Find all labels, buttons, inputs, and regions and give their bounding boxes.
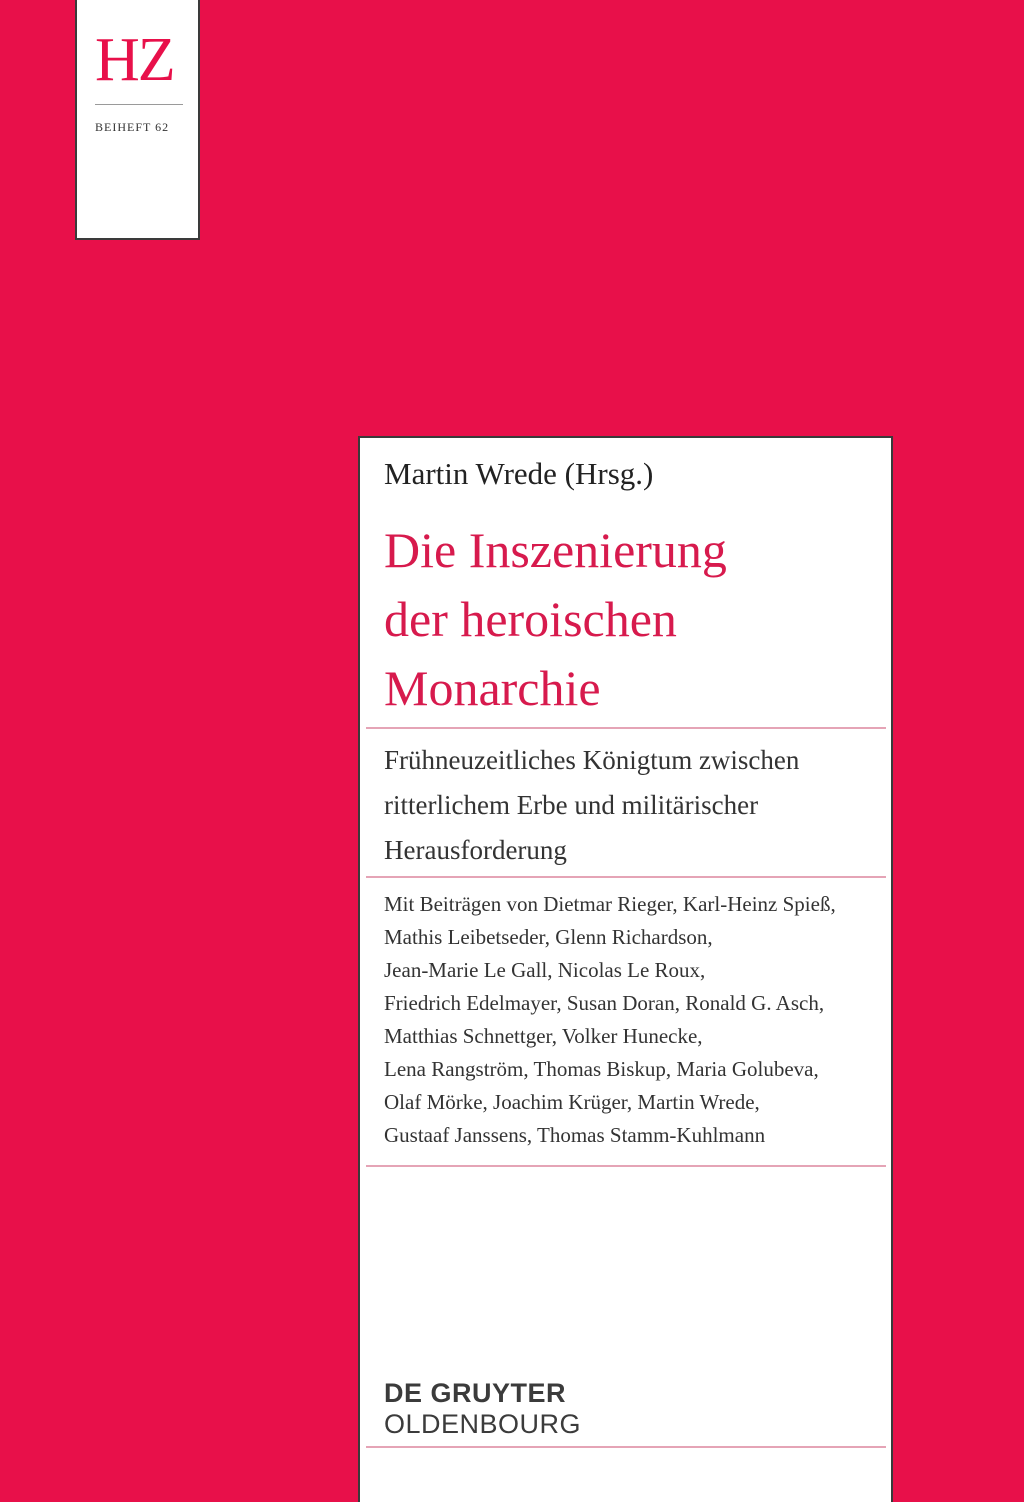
book-editor: Martin Wrede (Hrsg.)	[384, 456, 654, 491]
title-line: Die Inszenierung	[384, 522, 727, 578]
divider	[366, 876, 886, 878]
publisher-imprint: OLDENBOURG	[384, 1409, 582, 1439]
contributors-line: Mit Beiträgen von Dietmar Rieger, Karl-Heinz Spieß,	[384, 892, 836, 916]
title-line: der heroischen	[384, 591, 677, 647]
publisher-name: DE GRUYTER	[384, 1378, 567, 1408]
publisher-logo	[384, 1378, 581, 1440]
divider	[366, 1446, 886, 1448]
series-badge	[75, 0, 200, 240]
contributors-line: Friedrich Edelmayer, Susan Doran, Ronald G. Asch,	[384, 991, 825, 1015]
contributors-line: Jean-Marie Le Gall, Nicolas Le Roux,	[384, 958, 706, 982]
divider	[366, 727, 886, 729]
contributors-line: Matthias Schnettger, Volker Hunecke,	[384, 1024, 703, 1048]
divider	[366, 1165, 886, 1167]
series-logo: HZ	[95, 26, 174, 94]
series-divider	[95, 104, 183, 105]
contributors-line: Gustaaf Janssens, Thomas Stamm-Kuhlmann	[384, 1123, 766, 1147]
title-line: Monarchie	[384, 660, 601, 716]
contributors-line: Mathis Leibetseder, Glenn Richardson,	[384, 925, 713, 949]
subtitle-line: ritterlichem Erbe und militärischer	[384, 790, 759, 820]
book-subtitle	[384, 738, 874, 873]
contributors-line: Olaf Mörke, Joachim Krüger, Martin Wrede,	[384, 1090, 760, 1114]
subtitle-line: Herausforderung	[384, 835, 567, 865]
series-volume-label: BEIHEFT 62	[95, 120, 170, 134]
book-title	[384, 516, 864, 723]
subtitle-line: Frühneuzeitliches Königtum zwischen	[384, 745, 800, 775]
contributors-line: Lena Rangström, Thomas Biskup, Maria Golubeva,	[384, 1057, 819, 1081]
contributors-list	[384, 888, 879, 1152]
